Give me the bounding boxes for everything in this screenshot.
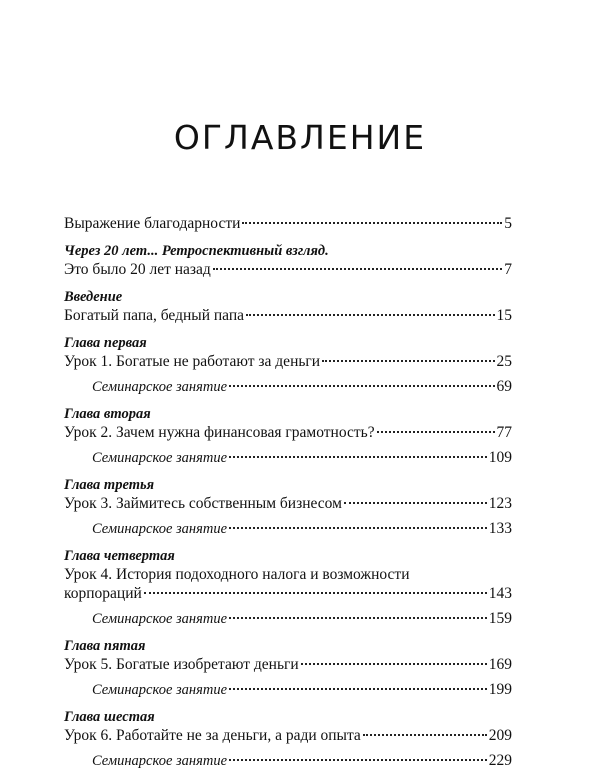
page-number: 69 <box>496 378 512 395</box>
dot-leader <box>229 759 487 761</box>
page-number: 25 <box>496 353 512 370</box>
toc-entry-text: Выражение благодарности <box>64 215 241 232</box>
toc-entry-text: Урок 3. Займитесь собственным бизнесом <box>64 495 342 512</box>
toc-entry-retro[interactable] <box>64 260 512 279</box>
page-number: 229 <box>488 752 512 769</box>
toc-entry-seminar-1[interactable] <box>64 377 512 396</box>
dot-leader <box>213 268 502 270</box>
toc-entry-lesson-1[interactable] <box>64 352 512 371</box>
chapter-heading-4: Глава четвертая <box>64 548 175 564</box>
page-number: 77 <box>496 424 512 441</box>
dot-leader <box>229 617 487 619</box>
toc-entry-text: Урок 1. Богатые не работают за деньги <box>64 353 321 370</box>
toc-entry-text: Семинарское занятие <box>92 450 228 466</box>
toc-entry-lesson-6[interactable] <box>64 726 512 745</box>
toc-entry-text: Семинарское занятие <box>92 521 228 537</box>
toc-entry-text: Урок 5. Богатые изобретают деньги <box>64 656 299 673</box>
toc-entry-lesson-4[interactable] <box>64 584 512 603</box>
dot-leader <box>301 663 487 665</box>
page-number: 159 <box>488 610 512 627</box>
toc-entry-lesson-2[interactable] <box>64 423 512 442</box>
dot-leader <box>322 360 494 362</box>
chapter-heading-3: Глава третья <box>64 477 155 493</box>
toc-entry-acknowledgments[interactable] <box>64 214 512 233</box>
toc-entry-seminar-4[interactable] <box>64 609 512 628</box>
chapter-heading-1: Глава первая <box>64 335 147 351</box>
page-number: 199 <box>488 681 512 698</box>
page-number: 133 <box>488 520 512 537</box>
toc-entry-lesson-3[interactable] <box>64 494 512 513</box>
section-heading-retro: Через 20 лет... Ретроспективный взгляд. <box>64 243 329 259</box>
toc-entry-text: Урок 6. Работайте не за деньги, а ради опыта <box>64 727 361 744</box>
toc-entry-text: Семинарское занятие <box>92 379 228 395</box>
toc-entry-intro[interactable] <box>64 306 512 325</box>
page-number: 169 <box>488 656 512 673</box>
page-number: 109 <box>488 449 512 466</box>
section-heading-intro: Введение <box>64 289 123 305</box>
toc-entry-text: Урок 2. Зачем нужна финансовая грамотность? <box>64 424 375 441</box>
toc-entry-lesson-5[interactable] <box>64 655 512 674</box>
toc-entry-seminar-3[interactable] <box>64 519 512 538</box>
page-number: 143 <box>488 585 512 602</box>
chapter-heading-6: Глава шестая <box>64 709 155 725</box>
dot-leader <box>363 734 487 736</box>
dot-leader <box>229 385 494 387</box>
page-number: 209 <box>488 727 512 744</box>
dot-leader <box>377 431 495 433</box>
toc-entry-text: Это было 20 лет назад <box>64 261 211 278</box>
page-number: 15 <box>496 307 512 324</box>
toc-entry-text: Семинарское занятие <box>92 611 228 627</box>
toc-entry-seminar-2[interactable] <box>64 448 512 467</box>
dot-leader <box>229 456 487 458</box>
toc-entry-seminar-6[interactable] <box>64 751 512 770</box>
dot-leader <box>242 222 502 224</box>
toc-entry-lesson-4-line1[interactable]: Урок 4. История подоходного налога и возможности <box>64 566 410 583</box>
dot-leader <box>229 688 487 690</box>
page-number: 5 <box>504 215 512 232</box>
dot-leader <box>344 502 487 504</box>
dot-leader <box>229 527 487 529</box>
chapter-heading-2: Глава вторая <box>64 406 151 422</box>
dot-leader <box>144 592 487 594</box>
page-title: ОГЛАВЛЕНИЕ <box>173 118 427 157</box>
toc-entry-text: Семинарское занятие <box>92 682 228 698</box>
toc-entry-text: Богатый папа, бедный папа <box>64 307 245 324</box>
chapter-heading-5: Глава пятая <box>64 638 146 654</box>
toc-entry-seminar-5[interactable] <box>64 680 512 699</box>
toc-entry-text: Семинарское занятие <box>92 753 228 769</box>
dot-leader <box>246 314 494 316</box>
page-number: 7 <box>504 261 512 278</box>
toc-entry-text: корпораций <box>64 585 142 602</box>
table-of-contents <box>64 214 512 772</box>
page-number: 123 <box>488 495 512 512</box>
